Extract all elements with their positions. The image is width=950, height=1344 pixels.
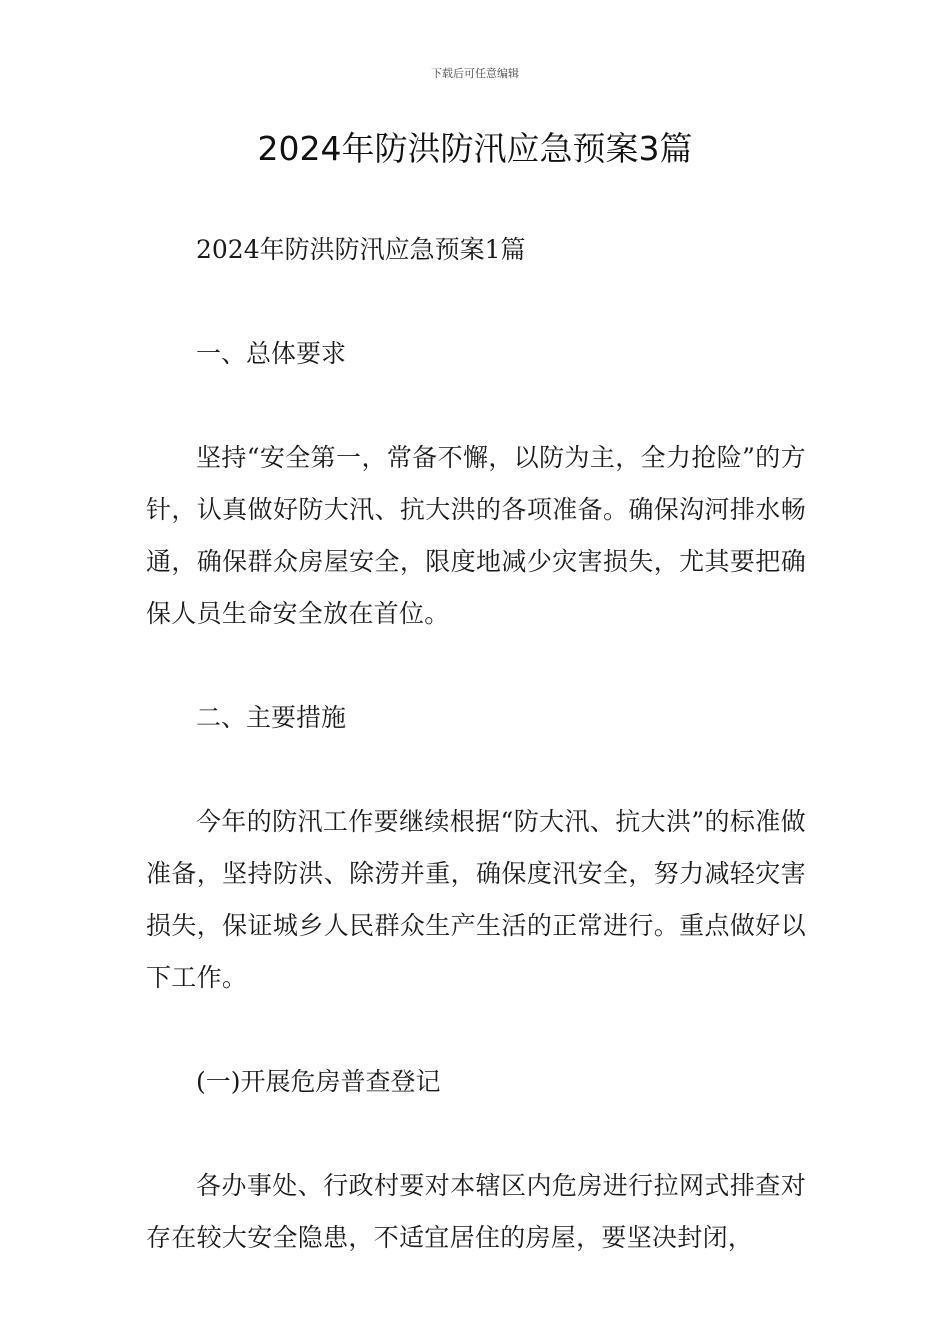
spacer xyxy=(146,744,806,796)
paragraph-overall-requirements: 坚持“安全第一，常备不懈，以防为主，全力抢险”的方针，认真做好防大汛、抗大洪的各项准备。确保沟河排水畅通，确保群众房屋安全，限度地减少灾害损失，尤其要把确保人员生命安全放在首位。 xyxy=(146,443,806,628)
spacer xyxy=(146,380,806,432)
spacer xyxy=(146,1004,806,1056)
document-body xyxy=(146,224,806,1264)
section-heading-main-measures: 二、主要措施 xyxy=(196,703,347,732)
header-note: 下载后可任意编辑 xyxy=(431,67,519,80)
spacer xyxy=(146,640,806,692)
section-heading-overall-requirements: 一、总体要求 xyxy=(196,339,347,368)
spacer xyxy=(146,1108,806,1160)
paragraph-dangerous-housing: 各办事处、行政村要对本辖区内危房进行拉网式排查对存在较大安全隐患，不适宜居住的房屋，要坚决封闭， xyxy=(146,1171,806,1252)
spacer xyxy=(146,276,806,328)
subsection-heading-dangerous-housing: (一)开展危房普查登记 xyxy=(196,1067,441,1096)
sub-title: 2024年防洪防汛应急预案1篇 xyxy=(196,235,526,264)
document-title: 2024年防洪防汛应急预案3篇 xyxy=(257,129,693,168)
paragraph-main-measures: 今年的防汛工作要继续根据“防大汛、抗大洪”的标准做准备，坚持防洪、除涝并重，确保度汛安全，努力减轻灾害损失，保证城乡人民群众生产生活的正常进行。重点做好以下工作。 xyxy=(146,807,806,992)
